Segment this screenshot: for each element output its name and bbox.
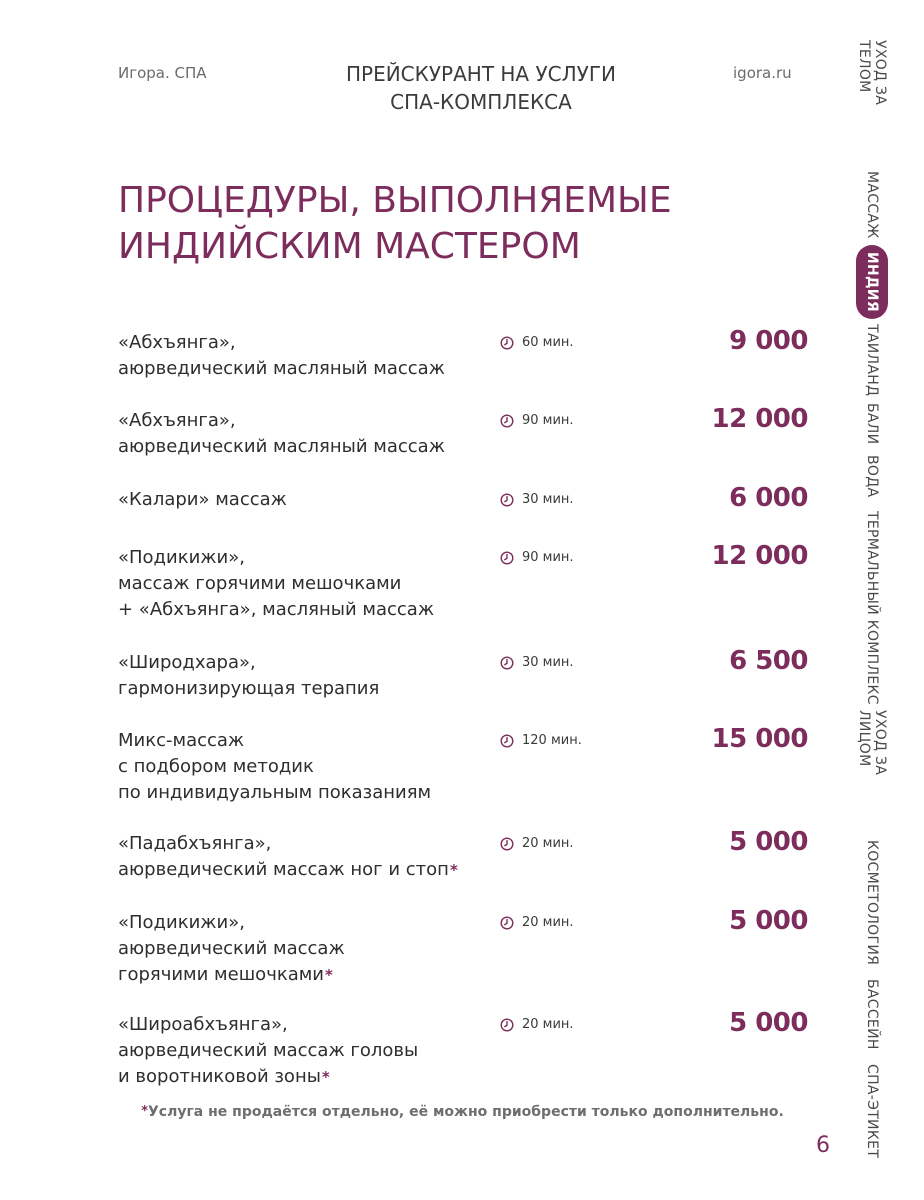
section-sidebar (856, 40, 888, 1160)
service-name (118, 330, 488, 382)
brand-name: Игора. СПА (118, 64, 207, 82)
sidebar-tab[interactable]: ВОДА (864, 454, 880, 498)
page-number: 6 (816, 1133, 830, 1158)
sidebar-tab[interactable]: УХОД ЗА ТЕЛОМ (856, 40, 888, 106)
service-price: 6 000 (729, 483, 808, 513)
service-name-line (118, 857, 488, 883)
service-price: 5 000 (729, 1008, 808, 1038)
service-duration-text: 30 мин. (522, 655, 574, 670)
service-duration-text: 60 мин. (522, 335, 574, 350)
service-duration-text: 30 мин. (522, 492, 574, 507)
service-name (118, 650, 488, 702)
sidebar-tab[interactable]: БАССЕЙН (864, 978, 880, 1050)
service-name-line: аюрведический масляный массаж (118, 436, 445, 457)
service-name (118, 408, 488, 460)
clock-icon (500, 837, 514, 851)
service-name-line: «Абхъянга», (118, 410, 236, 431)
service-duration (500, 1017, 574, 1032)
service-name-line: «Широдхара», (118, 652, 256, 673)
service-name-text: и воротниковой зоны (118, 1066, 321, 1087)
service-duration-text: 120 мин. (522, 733, 582, 748)
service-price: 9 000 (729, 326, 808, 356)
website-link[interactable]: igora.ru (733, 64, 792, 82)
service-duration-text: 90 мин. (522, 413, 574, 428)
sidebar-tab[interactable]: СПА-ЭТИКЕТ (864, 1063, 880, 1159)
footnote-asterisk: * (141, 1104, 149, 1119)
service-name-line (118, 962, 488, 988)
service-row (118, 404, 808, 460)
sidebar-tab[interactable]: БАЛИ (864, 403, 880, 445)
footnote-text: Услуга не продаётся отдельно, её можно приобрести только дополнительно. (148, 1104, 784, 1120)
service-price: 5 000 (729, 827, 808, 857)
clock-icon (500, 551, 514, 565)
service-row (118, 827, 808, 883)
clock-icon (500, 414, 514, 428)
service-row (118, 541, 808, 623)
footnote-marker: * (321, 1068, 330, 1086)
section-heading-line: ПРОЦЕДУРЫ, ВЫПОЛНЯЕМЫЕ (118, 180, 672, 221)
service-price: 12 000 (711, 404, 808, 434)
service-duration-text: 20 мин. (522, 915, 574, 930)
service-duration (500, 492, 574, 507)
section-heading (118, 178, 672, 270)
service-name-line: аюрведический массаж (118, 938, 345, 959)
service-row (118, 646, 808, 702)
service-row (118, 906, 808, 988)
service-price: 15 000 (711, 724, 808, 754)
footnote-marker: * (325, 966, 333, 984)
service-price: 6 500 (729, 646, 808, 676)
service-name-line: массаж горячими мешочками (118, 573, 402, 594)
service-duration (500, 550, 574, 565)
service-name-text: аюрведический массаж ног и стоп (118, 859, 449, 880)
service-name-line: по индивидуальным показаниям (118, 782, 432, 803)
service-duration-text: 20 мин. (522, 836, 574, 851)
service-name (118, 728, 488, 806)
sidebar-tab[interactable]: ТАИЛАНД (864, 323, 880, 397)
footnote-marker: * (449, 861, 458, 879)
service-duration (500, 915, 574, 930)
clock-icon (500, 1018, 514, 1032)
service-name-line (118, 1064, 488, 1090)
sidebar-tab[interactable]: ТЕРМАЛЬНЫЙ КОМПЛЕКС (864, 511, 880, 705)
document-title-line: СПА-КОМПЛЕКСА (390, 90, 572, 114)
section-heading-line: ИНДИЙСКИМ МАСТЕРОМ (118, 226, 581, 267)
service-name-line: + «Абхъянга», масляный массаж (118, 599, 435, 620)
service-price: 5 000 (729, 906, 808, 936)
service-price: 12 000 (711, 541, 808, 571)
clock-icon (500, 336, 514, 350)
service-name-line: «Абхъянга», (118, 332, 236, 353)
sidebar-tab[interactable]: МАССАЖ (864, 171, 880, 239)
service-name (118, 545, 488, 623)
sidebar-tab[interactable]: УХОД ЗА ЛИЦОМ (856, 710, 888, 776)
service-name-line: «Калари» массаж (118, 489, 287, 510)
service-name (118, 831, 488, 883)
clock-icon (500, 916, 514, 930)
service-duration-text: 90 мин. (522, 550, 574, 565)
service-name-line: гармонизирующая терапия (118, 678, 380, 699)
service-name-line: с подбором методик (118, 756, 314, 777)
service-duration (500, 655, 574, 670)
clock-icon (500, 493, 514, 507)
service-row (118, 483, 808, 513)
sidebar-tab[interactable]: ИНДИЯ (856, 245, 888, 319)
service-name-line: «Подикижи», (118, 547, 245, 568)
service-row (118, 724, 808, 806)
clock-icon (500, 734, 514, 748)
service-name-text: горячими мешочками (118, 964, 325, 985)
service-duration (500, 836, 574, 851)
document-title-line: ПРЕЙСКУРАНТ НА УСЛУГИ (345, 62, 617, 86)
service-name (118, 1012, 488, 1090)
document-title (300, 60, 662, 116)
service-name-line: аюрведический масляный массаж (118, 358, 445, 379)
service-duration (500, 335, 574, 350)
service-duration-text: 20 мин. (522, 1017, 574, 1032)
clock-icon (500, 656, 514, 670)
service-duration (500, 733, 582, 748)
service-name-line: «Широабхъянга», (118, 1014, 288, 1035)
service-name-line: «Подикижи», (118, 912, 245, 933)
service-name-line: «Падабхъянга», (118, 833, 272, 854)
service-duration (500, 413, 574, 428)
service-row (118, 326, 808, 382)
sidebar-tab[interactable]: КОСМЕТОЛОГИЯ (864, 840, 880, 966)
service-name (118, 910, 488, 988)
service-name-line: Микс-массаж (118, 730, 245, 751)
footnote (0, 1104, 924, 1120)
service-name-line: аюрведический массаж головы (118, 1040, 419, 1061)
service-row (118, 1008, 808, 1090)
service-name (118, 487, 488, 513)
